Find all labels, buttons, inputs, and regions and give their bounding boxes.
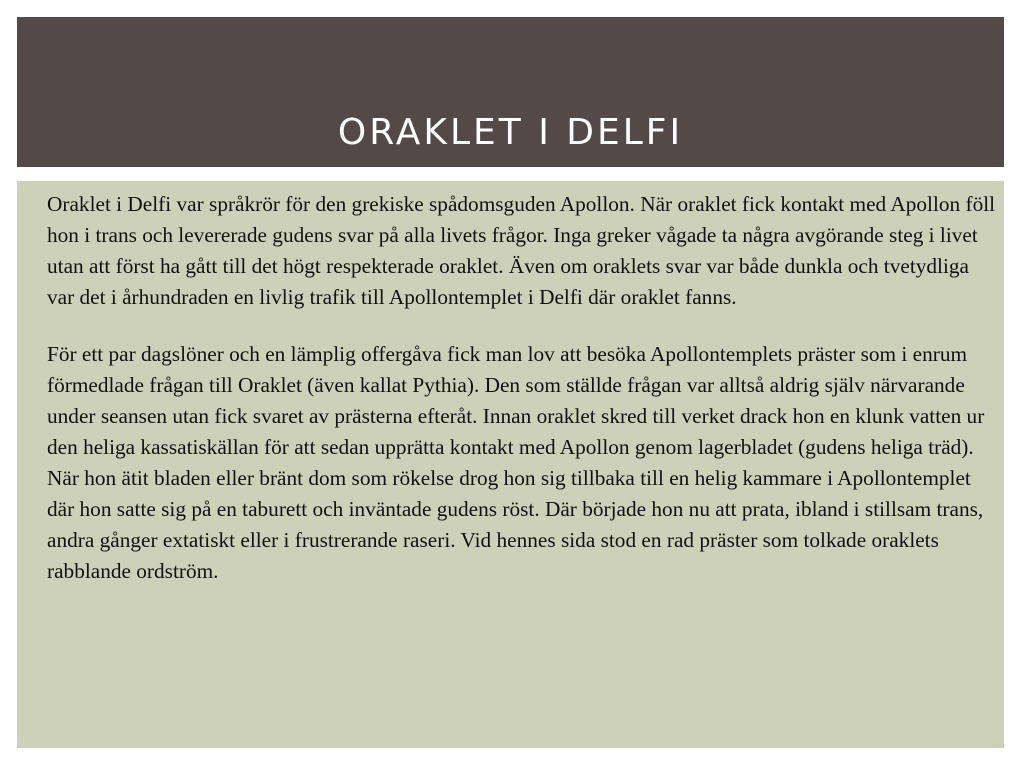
slide-title: ORAKLET I DELFI [337,112,684,154]
title-bar [17,17,1004,167]
paragraph-2: För ett par dagslöner och en lämplig offergåva fick man lov att besöka Apollontemplets präster som i enrum förmedlade frågan till Oraklet (även kallat Pythia). Den som ställde frågan var alltså aldrig själv närvarande under seansen utan fick svaret av prästerna efteråt. Innan oraklet skred till verket drack hon en klunk vatten ur den heliga kassatiskällan för att sedan upprätta kontakt med Apollon genom lagerbladet (gudens heliga träd). När hon ätit bladen eller bränt dom som rökelse drog hon sig tillbaka till en helig kammare i Apollontemplet där hon satte sig på en taburett och inväntade gudens röst. Där började hon nu att prata, ibland i stillsam trans, andra gånger extatiskt eller i frustrerande raseri. Vid hennes sida stod en rad präster som tolkade oraklets rabblande ordström. [47,342,985,583]
content-area [17,181,1004,748]
paragraph-1: Oraklet i Delfi var språkrör för den grekiske spådomsguden Apollon. När oraklet fick kontakt med Apollon föll hon i trans och levererade gudens svar på alla livets frågor. Inga greker vågade ta några avgörande steg i livet utan att först ha gått till det högt respekterade oraklet. Även om oraklets svar var både dunkla och tvetydliga var det i århundraden en livlig trafik till Apollontemplet i Delfi där oraklet fanns. [47,192,996,309]
